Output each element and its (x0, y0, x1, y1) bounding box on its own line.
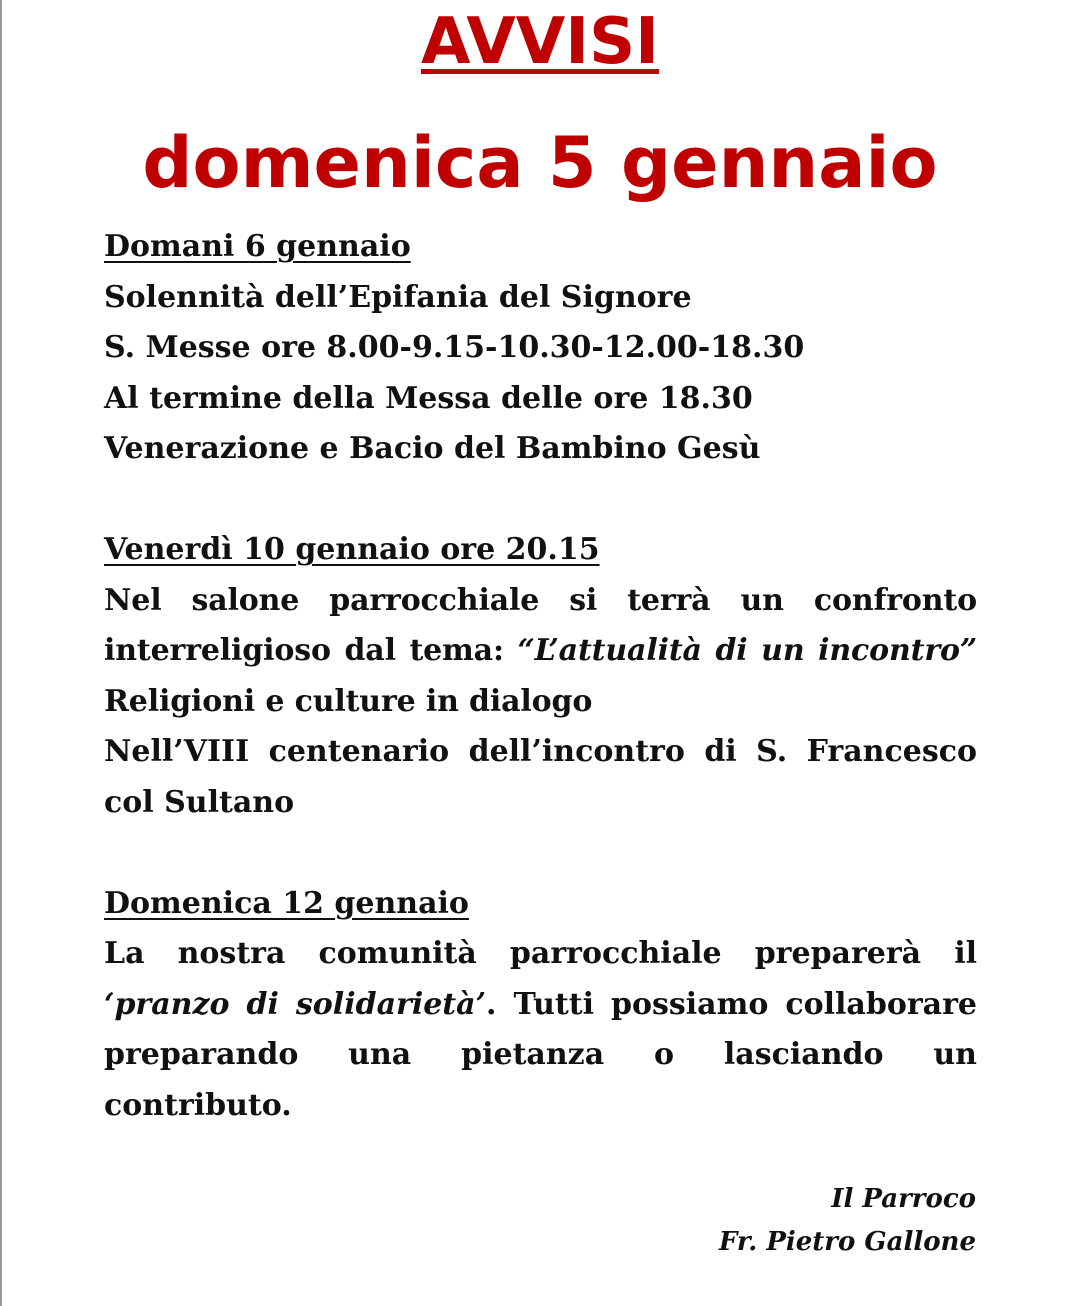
notice-text: . Tutti possiamo collaborare preparando una pietanza o lasciando un contributo. (104, 986, 977, 1123)
notice-paragraph: Nell’VIII centenario dell’incontro di S. Francesco col Sultano (104, 734, 977, 820)
notice-heading: Domenica 12 gennaio (104, 885, 469, 921)
notices-body (104, 222, 977, 1132)
notice-line: Solennità dell’Epifania del Signore (104, 279, 692, 315)
notice-heading: Domani 6 gennaio (104, 229, 411, 264)
notice-quote: ‘pranzo di solidarietà’ (104, 986, 487, 1022)
notice-interreligious (104, 525, 977, 829)
notice-text: Nel salone parrocchiale si terrà un confronto interreligioso dal tema: (104, 582, 977, 669)
signature-name: Fr. Pietro Gallone (718, 1227, 976, 1257)
notice-text: Religioni e culture in dialogo (104, 683, 593, 719)
notice-solidarity (104, 879, 977, 1132)
notice-paragraph (104, 576, 977, 728)
notice-line: Al termine della Messa delle ore 18.30 (104, 380, 753, 416)
notice-heading: Venerdì 10 gennaio ore 20.15 (104, 531, 600, 567)
notice-title: AVVISI (421, 5, 659, 79)
notice-line: Venerazione e Bacio del Bambino Gesù (104, 431, 761, 467)
notice-epiphany (104, 222, 977, 475)
signature-block (719, 1178, 976, 1264)
signature-role: Il Parroco (831, 1184, 976, 1214)
notice-line: S. Messe ore 8.00-9.15-10.30-12.00-18.30 (104, 330, 805, 366)
notice-paragraph (104, 929, 977, 1131)
notice-quote: “L’attualità di un incontro” (517, 633, 977, 669)
notice-date: domenica 5 gennaio (142, 122, 938, 204)
notice-text: La nostra comunità parrocchiale preparerà il (104, 936, 977, 972)
